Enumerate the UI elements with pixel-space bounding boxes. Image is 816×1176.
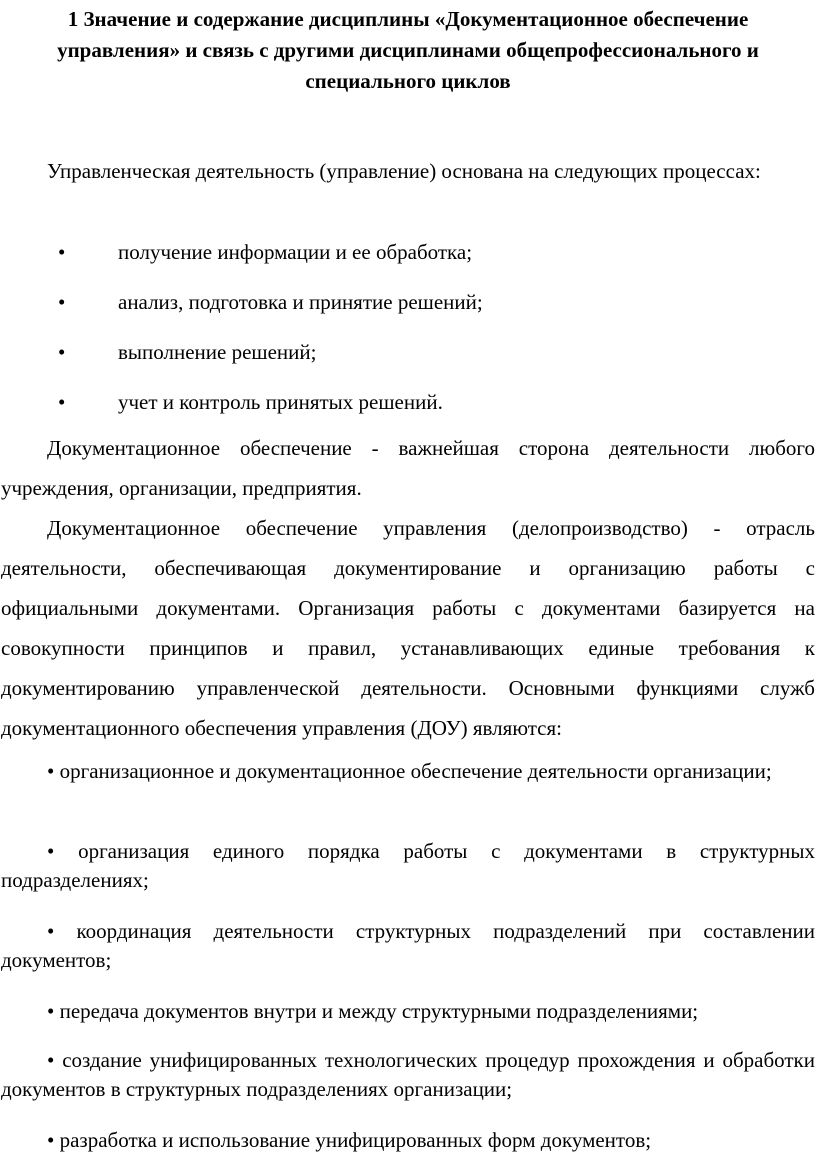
function-item-text: разработка и использование унифицированных форм документов; [59,1128,652,1152]
function-item-text: передача документов внутри и между структурными подразделениями; [59,999,699,1023]
bullet-icon: • [58,290,66,314]
intro-paragraph: Управленческая деятельность (управление) основана на следующих процессах: [47,159,761,183]
function-item [1,757,815,786]
function-item-text: организационное и документационное обеспечение деятельности организации; [59,759,772,783]
bullet-icon: • [47,1128,55,1152]
paragraph-definition: Документационное обеспечение управления (делопроизводство) - отрасль деятельности, обеспечивающая документирование и организацию работы с официальными документами. Организация работы с документами базируется на совокупности принципов и правил, устанавливающих единые требования к документированию управленческой деятельности. Основными функциями служб документационного обеспечения управления (ДОУ) являются: [1,516,815,740]
title-line-2: управления» и связь с другими дисциплинами общепрофессионального и [57,38,759,62]
bullet-icon: • [58,240,66,264]
paragraph-importance: Документационное обеспечение - важнейшая сторона деятельности любого учреждения, организации, предприятия. [1,436,815,500]
bullet-icon: • [47,1048,55,1072]
process-item-text: получение информации и ее обработка; [118,240,473,264]
bullet-icon: • [58,390,66,414]
function-item [1,837,815,895]
bullet-icon: • [47,839,55,863]
process-item-text: выполнение решений; [118,340,317,364]
bullet-icon: • [47,759,55,783]
function-item [1,1126,815,1155]
title-line-1: 1 Значение и содержание дисциплины «Документационное обеспечение [67,7,749,31]
page-title [0,4,816,97]
bullet-icon: • [47,919,55,943]
title-line-3: специального циклов [305,69,511,93]
function-item [1,1046,815,1104]
function-item [1,917,815,975]
function-item-text: координация деятельности структурных подразделений при составлении документов; [1,919,815,972]
function-item-text: создание унифицированных технологических процедур прохождения и обработки документов в структурных подразделениях организации; [1,1048,815,1101]
function-item-text: организация единого порядка работы с документами в структурных подразделениях; [1,839,816,892]
process-item-text: учет и контроль принятых решений. [118,390,443,414]
bullet-icon: • [58,340,66,364]
process-item-text: анализ, подготовка и принятие решений; [118,290,483,314]
bullet-icon: • [47,999,55,1023]
function-item [1,997,815,1026]
